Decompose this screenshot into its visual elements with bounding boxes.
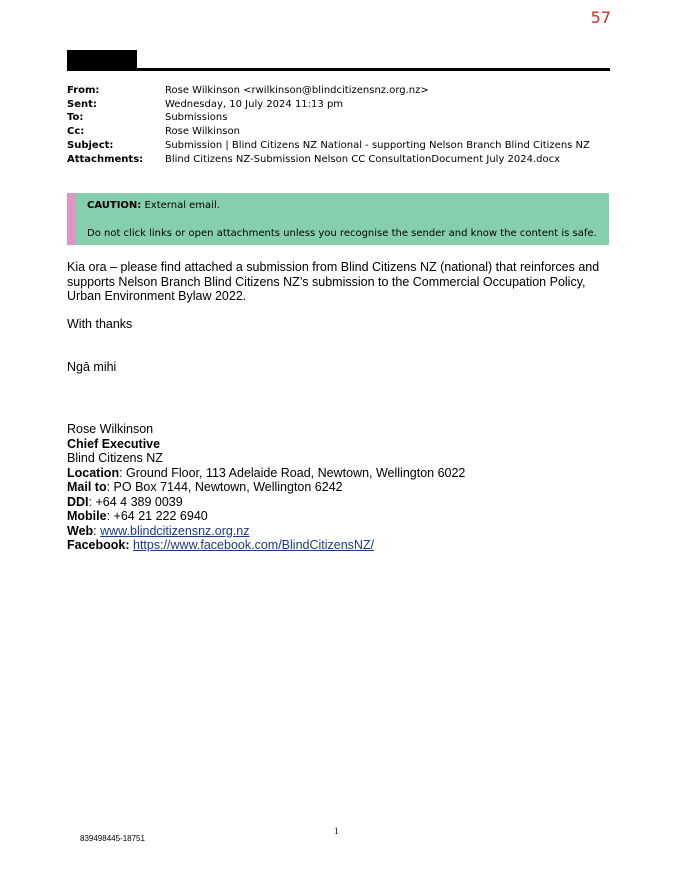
- subject-row: [67, 139, 610, 153]
- web-label: Web: [67, 523, 94, 538]
- intro-paragraph: Kia ora – please find attached a submission from Blind Citizens NZ (national) that reinforces and supports Nelson Branch Blind Citizens NZ’s submission to the Commercial Occupation Policy, Urban Environment Bylaw 2022.: [67, 260, 600, 303]
- attachments-value: Blind Citizens NZ-Submission Nelson CC ConsultationDocument July 2024.docx: [165, 153, 561, 165]
- signature-name: Rose Wilkinson: [67, 422, 154, 436]
- to-row: [67, 111, 610, 125]
- web-link[interactable]: www.blindcitizensnz.org.nz: [100, 523, 250, 538]
- sent-value: Wednesday, 10 July 2024 11:13 pm: [165, 98, 344, 110]
- signature-web: [67, 524, 612, 539]
- caution-text: External email.: [141, 200, 220, 211]
- web-separator: :: [93, 523, 101, 538]
- sent-row: [67, 98, 610, 112]
- mihi-line: Ngā mihi: [67, 360, 117, 374]
- attachments-row: [67, 153, 610, 167]
- caution-banner: [67, 193, 609, 245]
- subject-value: Submission | Blind Citizens NZ National - supporting Nelson Branch Blind Citizens NZ: [165, 139, 590, 151]
- email-metadata: [67, 84, 610, 166]
- ddi-value: : +64 4 389 0039: [88, 494, 183, 509]
- signature-mobile: [67, 509, 612, 524]
- mobile-label: Mobile: [67, 509, 107, 523]
- cc-label: Cc:: [67, 126, 85, 138]
- page-number: 57: [590, 8, 611, 27]
- attachments-label: Attachments:: [67, 153, 144, 165]
- facebook-link[interactable]: https://www.facebook.com/BlindCitizensNZ/: [133, 538, 375, 552]
- mail-label: Mail to: [67, 480, 107, 494]
- signature-block: [67, 422, 612, 553]
- signature-title: Chief Executive: [67, 436, 161, 451]
- mail-value: : PO Box 7144, Newtown, Wellington 6242: [106, 480, 343, 494]
- sent-label: Sent:: [67, 98, 97, 110]
- header-black-block: [67, 50, 137, 70]
- to-label: To:: [67, 112, 84, 124]
- footer-document-code: 839498445-18751: [80, 834, 145, 843]
- to-value: Submissions: [165, 112, 228, 124]
- thanks-line: With thanks: [67, 317, 133, 331]
- ddi-label: DDI: [67, 494, 89, 509]
- from-row: [67, 84, 610, 98]
- signature-facebook: [67, 538, 612, 553]
- cc-value: Rose Wilkinson: [165, 126, 240, 138]
- caution-label: CAUTION:: [87, 200, 142, 211]
- header-rule: [67, 68, 610, 71]
- caution-heading: [87, 200, 220, 211]
- subject-label: Subject:: [67, 139, 114, 151]
- caution-notice: Do not click links or open attachments unless you recognise the sender and know the content is safe.: [87, 228, 597, 239]
- from-label: From:: [67, 85, 100, 96]
- signature-ddi: [67, 495, 612, 510]
- mobile-value: : +64 21 222 6940: [106, 509, 208, 523]
- footer-page-number: 1: [334, 826, 339, 836]
- facebook-label: Facebook:: [67, 538, 130, 552]
- from-value: Rose Wilkinson <rwilkinson@blindcitizensnz.org.nz>: [165, 85, 429, 96]
- signature-org: Blind Citizens NZ: [67, 451, 163, 465]
- location-label: Location: [67, 465, 120, 480]
- signature-mail: [67, 480, 612, 495]
- cc-row: [67, 125, 610, 139]
- signature-location: [67, 466, 612, 481]
- location-value: : Ground Floor, 113 Adelaide Road, Newtown, Wellington 6022: [119, 465, 466, 480]
